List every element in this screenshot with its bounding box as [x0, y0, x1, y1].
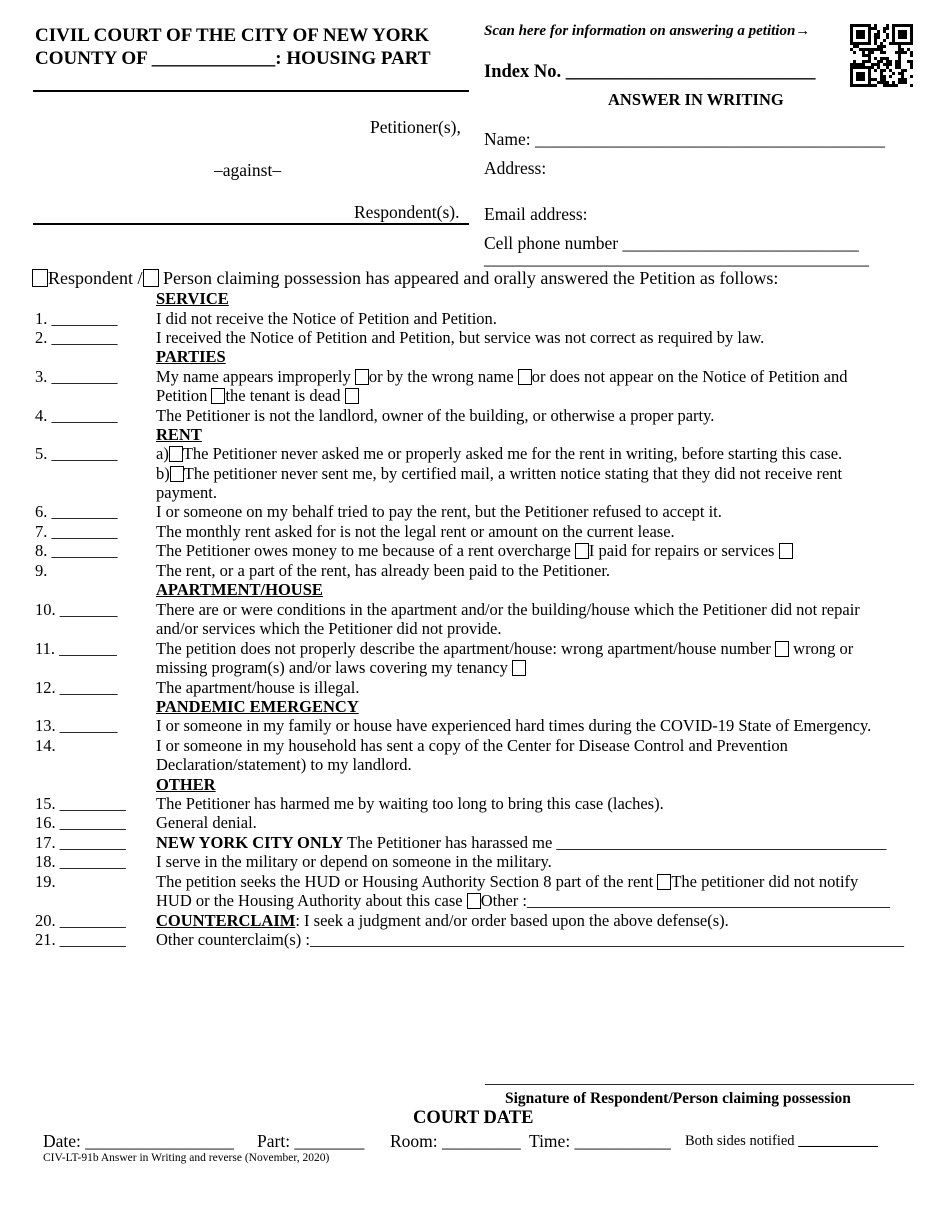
section-other: OTHER: [156, 775, 216, 794]
item-6-blank[interactable]: 6. ________: [35, 502, 118, 521]
court-line-2: COUNTY OF _____________: HOUSING PART: [35, 48, 431, 69]
item-20-text: [156, 911, 926, 931]
item-5a-body: The Petitioner never asked me or properly asked me for the rent in writing, before starting this case.: [182, 444, 843, 463]
item-3-part-a: My name appears improperly: [156, 367, 351, 386]
room-field[interactable]: Room: _________: [390, 1131, 521, 1151]
item-2-text: I received the Notice of Petition and Petition, but service was not correct as required by law.: [156, 328, 765, 347]
item-8-part-b: I paid for repairs or services: [588, 541, 775, 560]
court-name: [35, 24, 431, 70]
part-field[interactable]: Part: ________: [257, 1131, 365, 1151]
respondent-label: Respondent(s).: [354, 202, 460, 222]
item-13-blank[interactable]: 13. _______: [35, 716, 118, 735]
form-title: ANSWER IN WRITING: [608, 90, 784, 109]
wrong-apartment-checkbox[interactable]: [775, 641, 789, 657]
item-14-blank[interactable]: 14.: [35, 736, 56, 755]
item-1-blank[interactable]: 1. ________: [35, 309, 118, 328]
section8-checkbox[interactable]: [657, 874, 671, 890]
section-pandemic: PANDEMIC EMERGENCY: [156, 697, 359, 716]
item-17-text: [156, 833, 926, 853]
item-9-blank[interactable]: 9.: [35, 561, 48, 580]
time-field[interactable]: Time: ___________: [529, 1131, 671, 1151]
item-16-text: General denial.: [156, 813, 257, 832]
item-14-text-cont: Declaration/statement) to my landlord.: [156, 755, 412, 774]
item-11-part-c: missing program(s) and/or laws covering my tenancy: [156, 658, 508, 677]
address-field[interactable]: Address:: [484, 158, 547, 178]
item-1-text: I did not receive the Notice of Petition and Petition.: [156, 309, 497, 328]
not-appear-checkbox[interactable]: [211, 388, 225, 404]
item-19-blank[interactable]: 19.: [35, 872, 56, 891]
item-5a-prefix: a): [156, 444, 169, 463]
email-field[interactable]: Email address:: [484, 204, 588, 224]
both-sides-notified: [685, 1133, 878, 1150]
item-13-text: I or someone in my family or house have experienced hard times during the COVID-19 State of Emergency.: [156, 716, 872, 735]
item-2-blank[interactable]: 2. ________: [35, 328, 118, 347]
item-19-part-b: The petitioner did not notify: [671, 872, 859, 891]
item-5b-body: The petitioner never sent me, by certified mail, a written notice stating that they did not receive rent: [183, 464, 843, 483]
nyc-only-label: NEW YORK CITY ONLY: [156, 833, 344, 852]
item-11-part-a: The petition does not properly describe the apartment/house: wrong apartment/house number: [156, 639, 771, 658]
date-field[interactable]: Date: _________________: [43, 1131, 235, 1151]
name-field[interactable]: Name: ________________________________________: [484, 129, 886, 149]
item-8-text: [156, 541, 926, 561]
item-5b-prefix: b): [156, 464, 170, 483]
item-3-part-c: or does not appear on the Notice of Petition and: [531, 367, 848, 386]
appearance-statement: [32, 268, 778, 289]
signature-line[interactable]: ____________________________________________________: [485, 1068, 914, 1087]
item-4-text: The Petitioner is not the landlord, owner of the building, or otherwise a proper party.: [156, 406, 715, 425]
item-3-text: [156, 367, 926, 387]
item-15-blank[interactable]: 15. ________: [35, 794, 126, 813]
section-rent: RENT: [156, 425, 202, 444]
item-19-text-cont: [156, 891, 926, 911]
section-service: SERVICE: [156, 289, 229, 308]
improper-name-checkbox[interactable]: [355, 369, 369, 385]
item-12-blank[interactable]: 12. _______: [35, 678, 118, 697]
item-10-text: There are or were conditions in the apartment and/or the building/house which the Petitioner did not repair: [156, 600, 860, 619]
court-line-1: CIVIL COURT OF THE CITY OF NEW YORK: [35, 25, 429, 46]
cell-phone-field[interactable]: Cell phone number ___________________________: [484, 233, 859, 253]
missing-program-checkbox[interactable]: [512, 660, 526, 676]
person-claiming-label: Person claiming possession has appeared and orally answered the Petition as follows:: [163, 268, 779, 288]
rent-demand-checkbox[interactable]: [169, 446, 183, 462]
item-14-text: I or someone in my household has sent a copy of the Center for Disease Control and Prevention: [156, 736, 788, 755]
item-16-blank[interactable]: 16. ________: [35, 813, 126, 832]
item-18-text: I serve in the military or depend on someone in the military.: [156, 852, 552, 871]
item-5a-text: [156, 444, 926, 464]
respondent-option-label: Respondent /: [48, 268, 143, 288]
certified-mail-checkbox[interactable]: [170, 466, 184, 482]
against-label: –against–: [214, 160, 282, 180]
item-3-part-b: or by the wrong name: [368, 367, 514, 386]
item-8-blank[interactable]: 8. ________: [35, 541, 118, 560]
item-6-text: I or someone on my behalf tried to pay the rent, but the Petitioner refused to accept it.: [156, 502, 722, 521]
form-identifier: CIV-LT-91b Answer in Writing and reverse (November, 2020): [43, 1152, 330, 1164]
item-11-part-b: wrong or: [793, 639, 854, 658]
wrong-name-checkbox[interactable]: [518, 369, 532, 385]
item-3-part-e: the tenant is dead: [225, 386, 341, 405]
signature-label: Signature of Respondent/Person claiming possession: [505, 1090, 851, 1107]
scan-instruction: Scan here for information on answering a petition→: [484, 23, 811, 39]
respondent-checkbox[interactable]: [32, 269, 48, 287]
counterclaim-text: : I seek a judgment and/or order based upon the above defense(s).: [295, 911, 729, 930]
item-5b-text-cont: payment.: [156, 483, 217, 502]
item-8-part-a: The Petitioner owes money to me because of a rent overcharge: [156, 541, 571, 560]
item-7-blank[interactable]: 7. ________: [35, 522, 118, 541]
section-apartment: APARTMENT/HOUSE: [156, 580, 323, 599]
item-15-text: The Petitioner has harmed me by waiting too long to bring this case (laches).: [156, 794, 664, 813]
hud-not-notified-checkbox[interactable]: [467, 893, 481, 909]
item-21-blank[interactable]: 21. ________: [35, 930, 126, 949]
section-parties: PARTIES: [156, 347, 226, 366]
item-11-text-cont: [156, 658, 926, 678]
qr-code-icon[interactable]: [850, 24, 913, 87]
item-3-blank[interactable]: 3. ________: [35, 367, 118, 386]
item-17-blank[interactable]: 17. ________: [35, 833, 126, 852]
item-10-blank[interactable]: 10. _______: [35, 600, 118, 619]
item-10-text-cont: and/or services which the Petitioner did not provide.: [156, 619, 502, 638]
header-divider: [33, 90, 469, 92]
item-18-blank[interactable]: 18. ________: [35, 852, 126, 871]
court-date-heading: COURT DATE: [413, 1108, 534, 1128]
item-3-text-cont: [156, 386, 926, 406]
person-claiming-checkbox[interactable]: [143, 269, 159, 287]
petitioner-label: Petitioner(s),: [370, 117, 461, 137]
item-19-text: [156, 872, 926, 892]
overcharge-checkbox[interactable]: [575, 543, 589, 559]
tenant-dead-checkbox[interactable]: [345, 388, 359, 404]
item-5-blank[interactable]: 5. ________: [35, 444, 118, 463]
item-12-text: The apartment/house is illegal.: [156, 678, 360, 697]
caption-divider: [33, 223, 469, 225]
notified-label: Both sides notified: [685, 1133, 795, 1149]
repairs-checkbox[interactable]: [779, 543, 793, 559]
item-19-part-c: HUD or the Housing Authority about this case: [156, 891, 463, 910]
item-4-blank[interactable]: 4. ________: [35, 406, 118, 425]
notified-field[interactable]: ___________: [798, 1133, 878, 1149]
item-9-text: The rent, or a part of the rent, has already been paid to the Petitioner.: [156, 561, 611, 580]
item-19-part-a: The petition seeks the HUD or Housing Authority Section 8 part of the rent: [156, 872, 654, 891]
item-20-blank[interactable]: 20. ________: [35, 911, 126, 930]
item-11-blank[interactable]: 11. _______: [35, 639, 117, 658]
index-number: Index No. ___________________________: [484, 62, 816, 82]
other-field: Other :____________________________________________: [480, 891, 890, 910]
contact-extra-line: ____________________________________________: [484, 248, 869, 268]
item-5b-text: [156, 464, 926, 484]
item-7-text: The monthly rent asked for is not the legal rent or amount on the current lease.: [156, 522, 675, 541]
counterclaim-label: COUNTERCLAIM: [156, 911, 296, 930]
harassment-field: The Petitioner has harassed me ________________________________________: [343, 833, 887, 852]
item-11-text: [156, 639, 926, 659]
other-counterclaim-field[interactable]: Other counterclaim(s) :________________________________________________________________________: [156, 930, 904, 949]
item-3-part-d: Petition: [156, 386, 208, 405]
